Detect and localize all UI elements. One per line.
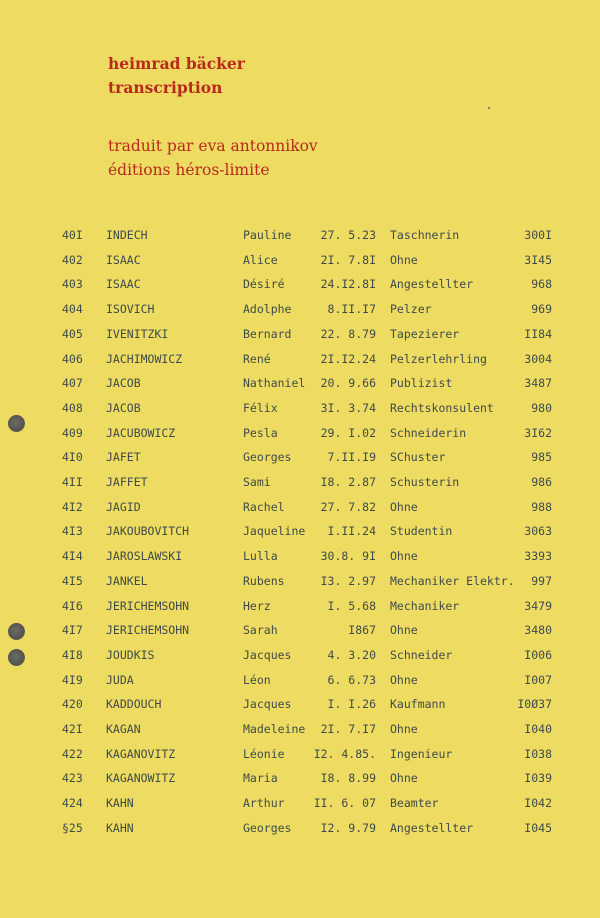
surname: IVENITZKI: [106, 326, 169, 341]
birth-date: 20. 9.66: [320, 376, 376, 391]
surname: JOUDKIS: [106, 647, 155, 662]
table-row: [0, 695, 600, 719]
record-id: I045: [524, 820, 552, 835]
surname: JACHIMOWICZ: [106, 351, 183, 366]
occupation: Ingenieur: [390, 746, 453, 761]
record-id: 3I62: [524, 425, 552, 440]
occupation: Beamter: [390, 796, 439, 811]
birth-date: 2I. 7.I7: [320, 722, 376, 736]
first-name: Georges: [243, 450, 292, 465]
record-id: 980: [531, 400, 552, 415]
record-id: 3487: [524, 376, 552, 391]
first-name: Désiré: [243, 277, 285, 292]
row-number: 408: [62, 400, 83, 415]
occupation: Ohne: [390, 499, 418, 514]
table-row: [0, 547, 600, 571]
surname: KAGANOVITZ: [106, 746, 176, 761]
row-number: 403: [62, 277, 83, 292]
first-name: Bernard: [243, 326, 292, 341]
occupation: Mechaniker Elektr.: [390, 573, 515, 588]
row-number: 4I7: [62, 623, 83, 638]
record-id: 3480: [524, 623, 552, 638]
occupation: Ohne: [390, 623, 418, 638]
first-name: Jacques: [243, 697, 292, 712]
surname: JAKOUBOVITCH: [106, 524, 190, 539]
surname: JANKEL: [106, 573, 148, 588]
punch-hole-bottom: [8, 649, 25, 666]
surname: KAGAN: [106, 722, 141, 736]
table-row: [0, 572, 600, 596]
first-name: Georges: [243, 820, 292, 835]
occupation: Mechaniker: [390, 598, 460, 613]
occupation: Schneiderin: [390, 425, 467, 440]
record-id: 969: [531, 302, 552, 317]
occupation: Schneider: [390, 647, 453, 662]
first-name: Pesla: [243, 425, 278, 440]
birth-date: I3. 2.97: [320, 573, 376, 588]
row-number: 4I4: [62, 549, 83, 564]
record-id: I006: [524, 647, 552, 662]
table-row: [0, 621, 600, 645]
birth-date: I. 5.68: [327, 598, 376, 613]
record-id: I0Ø37: [517, 697, 552, 712]
birth-date: 22. 8.79: [320, 326, 376, 341]
first-name: Madeleine: [243, 722, 306, 736]
table-row: [0, 448, 600, 472]
publisher-name: éditions héros-limite: [108, 161, 270, 179]
record-id: 986: [531, 475, 552, 489]
birth-date: 2I.I2.24: [320, 351, 376, 366]
table-row: [0, 350, 600, 374]
birth-date: I867: [348, 623, 376, 638]
surname: JACOB: [106, 400, 141, 415]
row-number: 402: [62, 252, 83, 267]
row-number: 4I2: [62, 499, 83, 514]
record-id: 3479: [524, 598, 552, 613]
first-name: Léon: [243, 672, 271, 687]
translator-credit: traduit par eva antonnikov: [108, 137, 318, 155]
row-number: 409: [62, 425, 83, 440]
record-id: 3063: [524, 524, 552, 539]
author-name: heimrad bäcker: [108, 54, 245, 73]
row-number: 420: [62, 697, 83, 712]
occupation: Ohne: [390, 722, 418, 736]
surname: JACUBOWICZ: [106, 425, 176, 440]
first-name: Sami: [243, 475, 271, 489]
first-name: Rubens: [243, 573, 285, 588]
birth-date: 24.I2.8I: [320, 277, 376, 292]
first-name: Jaqueline: [243, 524, 306, 539]
first-name: Alice: [243, 252, 278, 267]
row-number: 424: [62, 796, 83, 811]
record-id: I040: [524, 722, 552, 736]
first-name: Rachel: [243, 499, 285, 514]
first-name: Lulla: [243, 549, 278, 564]
occupation: Rechtskonsulent: [390, 400, 494, 415]
first-name: Pauline: [243, 228, 292, 242]
occupation: Ohne: [390, 549, 418, 564]
surname: JERICHEMSOHN: [106, 623, 190, 638]
table-row: [0, 251, 600, 275]
birth-date: I.II.24: [327, 524, 376, 539]
surname: INDECH: [106, 228, 148, 242]
birth-date: I. I.26: [327, 697, 376, 712]
birth-date: 27. 5.23: [320, 228, 376, 242]
surname: KAHN: [106, 820, 134, 835]
table-row: [0, 671, 600, 695]
table-row: [0, 226, 600, 250]
table-row: [0, 819, 600, 843]
record-id: 300I: [524, 228, 552, 242]
table-row: [0, 399, 600, 423]
punch-hole-top: [8, 415, 25, 432]
surname: ISAAC: [106, 277, 141, 292]
surname: JAFFET: [106, 475, 148, 489]
birth-date: I8. 2.87: [320, 475, 376, 489]
birth-date: 4. 3.20: [327, 647, 376, 662]
surname: KAHN: [106, 796, 134, 811]
table-row: [0, 498, 600, 522]
record-id: I007: [524, 672, 552, 687]
row-number: 407: [62, 376, 83, 391]
first-name: Herz: [243, 598, 271, 613]
book-title: transcription: [108, 78, 223, 97]
title-block: [108, 52, 318, 182]
first-name: Maria: [243, 771, 278, 786]
occupation: Angestellter: [390, 277, 474, 292]
table-row: [0, 300, 600, 324]
record-id: 3004: [524, 351, 552, 366]
first-name: Nathaniel: [243, 376, 306, 391]
surname: JACOB: [106, 376, 141, 391]
birth-date: II. 6. 07: [313, 796, 376, 811]
row-number: 4I0: [62, 450, 83, 465]
surname: JERICHEMSOHN: [106, 598, 190, 613]
birth-date: 6. 6.73: [327, 672, 376, 687]
table-row: [0, 374, 600, 398]
table-row: [0, 720, 600, 744]
record-id: I039: [524, 771, 552, 786]
birth-date: 8.II.I7: [327, 302, 376, 317]
occupation: Studentin: [390, 524, 453, 539]
paper-speck: [488, 107, 490, 109]
surname: JAGID: [106, 499, 141, 514]
table-row: [0, 473, 600, 497]
first-name: Léonie: [243, 746, 285, 761]
first-name: Arthur: [243, 796, 285, 811]
table-row: [0, 275, 600, 299]
first-name: Adolphe: [243, 302, 292, 317]
row-number: 422: [62, 746, 83, 761]
occupation: Ohne: [390, 771, 418, 786]
surname: JAROSLAWSKI: [106, 549, 183, 564]
birth-date: 27. 7.82: [320, 499, 376, 514]
surname: JAFET: [106, 450, 141, 465]
first-name: Félix: [243, 400, 278, 415]
row-number: 40I: [62, 228, 83, 242]
surname: JUDA: [106, 672, 134, 687]
row-number: 406: [62, 351, 83, 366]
row-number: 4II: [62, 475, 83, 489]
table-row: [0, 597, 600, 621]
table-row: [0, 522, 600, 546]
row-number: 42I: [62, 722, 83, 736]
birth-date: I8. 8.99: [320, 771, 376, 786]
occupation: Pelzerlehrling: [390, 351, 487, 366]
record-id: I038: [524, 746, 552, 761]
occupation: SChuster: [390, 450, 446, 465]
occupation: Schusterin: [390, 475, 460, 489]
table-row: [0, 325, 600, 349]
table-row: [0, 745, 600, 769]
occupation: Ohne: [390, 252, 418, 267]
surname: KADDOUCH: [106, 697, 162, 712]
row-number: 4I6: [62, 598, 83, 613]
record-id: 968: [531, 277, 552, 292]
birth-date: 7.II.I9: [327, 450, 376, 465]
occupation: Kaufmann: [390, 697, 446, 712]
birth-date: 3I. 3.74: [320, 400, 376, 415]
row-number: 4I8: [62, 647, 83, 662]
row-number: 405: [62, 326, 83, 341]
record-id: II84: [524, 326, 552, 341]
record-id: I042: [524, 796, 552, 811]
table-row: [0, 424, 600, 448]
occupation: Taschnerin: [390, 228, 460, 242]
occupation: Publizist: [390, 376, 453, 391]
table-row: [0, 769, 600, 793]
record-id: 985: [531, 450, 552, 465]
record-id: 988: [531, 499, 552, 514]
surname: ISAAC: [106, 252, 141, 267]
table-row: [0, 646, 600, 670]
birth-date: 2I. 7.8I: [320, 252, 376, 267]
row-number: 4I5: [62, 573, 83, 588]
row-number: §25: [62, 820, 83, 835]
row-number: 4I3: [62, 524, 83, 539]
record-id: 3I45: [524, 252, 552, 267]
occupation: Tapezierer: [390, 326, 460, 341]
occupation: Angestellter: [390, 820, 474, 835]
row-number: 404: [62, 302, 83, 317]
occupation: Ohne: [390, 672, 418, 687]
surname: ISOVICH: [106, 302, 155, 317]
surname: KAGANOWITZ: [106, 771, 176, 786]
birth-date: I2. 9.79: [320, 820, 376, 835]
birth-date: 29. I.02: [320, 425, 376, 440]
first-name: Jacques: [243, 647, 292, 662]
birth-date: I2. 4.85.: [313, 746, 376, 761]
punch-hole-middle: [8, 623, 25, 640]
row-number: 423: [62, 771, 83, 786]
table-row: [0, 794, 600, 818]
first-name: Sarah: [243, 623, 278, 638]
first-name: René: [243, 351, 271, 366]
birth-date: 30.8. 9I: [320, 549, 376, 564]
record-id: 3393: [524, 549, 552, 564]
record-id: 997: [531, 573, 552, 588]
occupation: Pelzer: [390, 302, 432, 317]
row-number: 4I9: [62, 672, 83, 687]
